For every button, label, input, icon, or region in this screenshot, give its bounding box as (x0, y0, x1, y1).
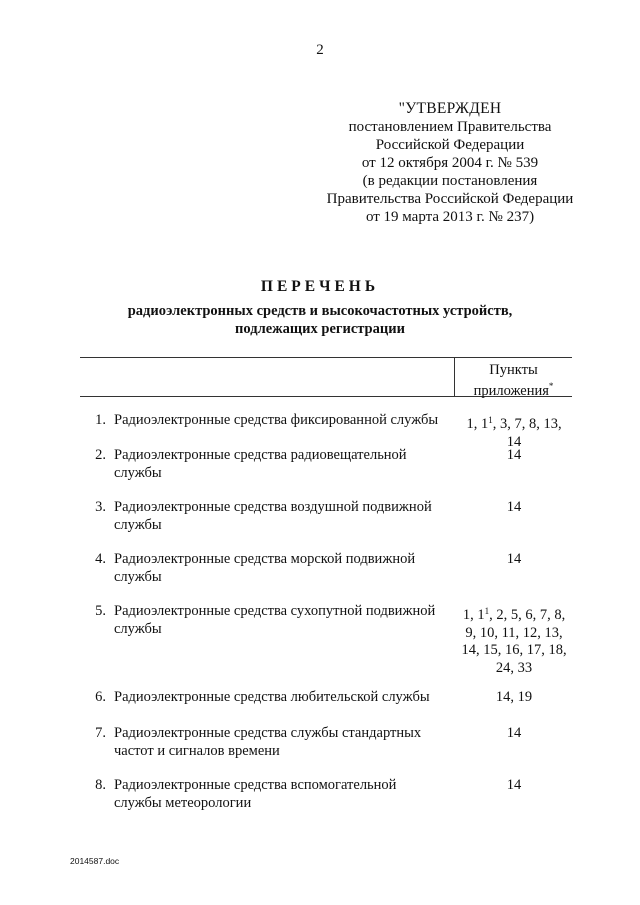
row-points (454, 725, 574, 743)
row-description (114, 551, 454, 586)
description-line: службы (114, 568, 162, 585)
points-text: 14, 19 (495, 689, 533, 705)
row-number: 3. (95, 499, 106, 515)
points-superscript: 1 (484, 606, 490, 616)
points-text: , 3, 7, 8, 13, (492, 416, 562, 432)
description-line: частот и сигналов времени (114, 742, 280, 759)
row-description (114, 725, 454, 760)
points-line (454, 625, 574, 643)
approval-heading: "УТВЕРЖДЕН (398, 100, 502, 117)
points-text: 24, 33 (495, 659, 533, 676)
approval-line: Российской Федерации (375, 137, 525, 153)
points-text: 1, 1 (462, 607, 485, 623)
points-line (454, 551, 574, 569)
row-points (454, 499, 574, 517)
row-points (454, 777, 574, 795)
row-number: 4. (95, 551, 106, 567)
description-line: Радиоэлектронные средства воздушной подвижной (114, 499, 432, 515)
points-text: 14 (506, 725, 522, 741)
row-number: 7. (95, 725, 106, 741)
description-line: Радиоэлектронные средства радиовещательной (114, 447, 407, 463)
description-line: службы (114, 620, 162, 637)
points-text: 14 (506, 551, 522, 567)
row-number: 6. (95, 689, 106, 705)
description-line: Радиоэлектронные средства сухопутной подвижной (114, 603, 436, 619)
row-number: 8. (95, 777, 106, 793)
points-text: 14 (506, 777, 522, 793)
approval-block (300, 100, 600, 226)
points-header-line (455, 378, 572, 399)
points-line (454, 603, 574, 625)
row-points (454, 551, 574, 569)
row-points (454, 603, 574, 677)
approval-line: (в редакции постановления (362, 173, 538, 189)
points-line (454, 642, 574, 660)
points-header-line: Пункты (489, 362, 538, 378)
document-subtitle (60, 302, 580, 338)
footnote-mark: * (548, 381, 554, 391)
points-text: 14, 15, 16, 17, 18, (461, 642, 567, 658)
description-line: Радиоэлектронные средства службы стандартных (114, 725, 422, 741)
row-description (114, 447, 454, 482)
points-line (454, 777, 574, 795)
row-number: 2. (95, 447, 106, 463)
points-line (454, 725, 574, 743)
row-description (114, 689, 454, 707)
points-line (454, 499, 574, 517)
row-number: 1. (95, 412, 106, 428)
document-title: ПЕРЕЧЕНЬ (260, 278, 380, 295)
points-header-label: приложения (473, 383, 549, 399)
subtitle-line: радиоэлектронных средств и высокочастотных устройств, (127, 303, 513, 319)
approval-line: Правительства Российской Федерации (326, 191, 574, 207)
subtitle-line: подлежащих регистрации (235, 321, 405, 337)
row-description (114, 603, 454, 638)
footer-filename: 2014587.doc (70, 856, 120, 866)
table-top-rule (80, 357, 572, 358)
points-text: 1, 1 (466, 416, 489, 432)
description-line: Радиоэлектронные средства вспомогательной (114, 777, 397, 793)
row-description (114, 412, 454, 430)
row-description (114, 777, 454, 812)
points-text: 9, 10, 11, 12, 13, (465, 624, 563, 641)
approval-line: постановлением Правительства (348, 119, 552, 135)
points-line (454, 660, 574, 678)
row-points (454, 412, 574, 451)
points-line (454, 447, 574, 465)
description-line: службы метеорологии (114, 794, 252, 811)
points-column-header (455, 362, 572, 399)
description-line: Радиоэлектронные средства морской подвижной (114, 551, 416, 567)
description-line: Радиоэлектронные средства фиксированной службы (114, 412, 439, 428)
points-line (454, 689, 574, 707)
row-description (114, 499, 454, 534)
points-text: 14 (506, 433, 522, 450)
points-text: 14 (506, 447, 522, 463)
page-number: 2 (316, 42, 324, 58)
points-superscript: 1 (488, 415, 493, 425)
approval-line: от 19 марта 2013 г. № 237) (365, 209, 535, 225)
description-line: Радиоэлектронные средства любительской службы (114, 689, 430, 705)
description-line: службы (114, 516, 162, 533)
points-line (454, 412, 574, 434)
row-points (454, 447, 574, 465)
description-line: службы (114, 464, 162, 481)
points-text: 14 (506, 499, 522, 515)
row-number: 5. (95, 603, 106, 619)
approval-line: от 12 октября 2004 г. № 539 (361, 155, 539, 171)
points-text: , 2, 5, 6, 7, 8, (489, 607, 566, 623)
row-points (454, 689, 574, 707)
